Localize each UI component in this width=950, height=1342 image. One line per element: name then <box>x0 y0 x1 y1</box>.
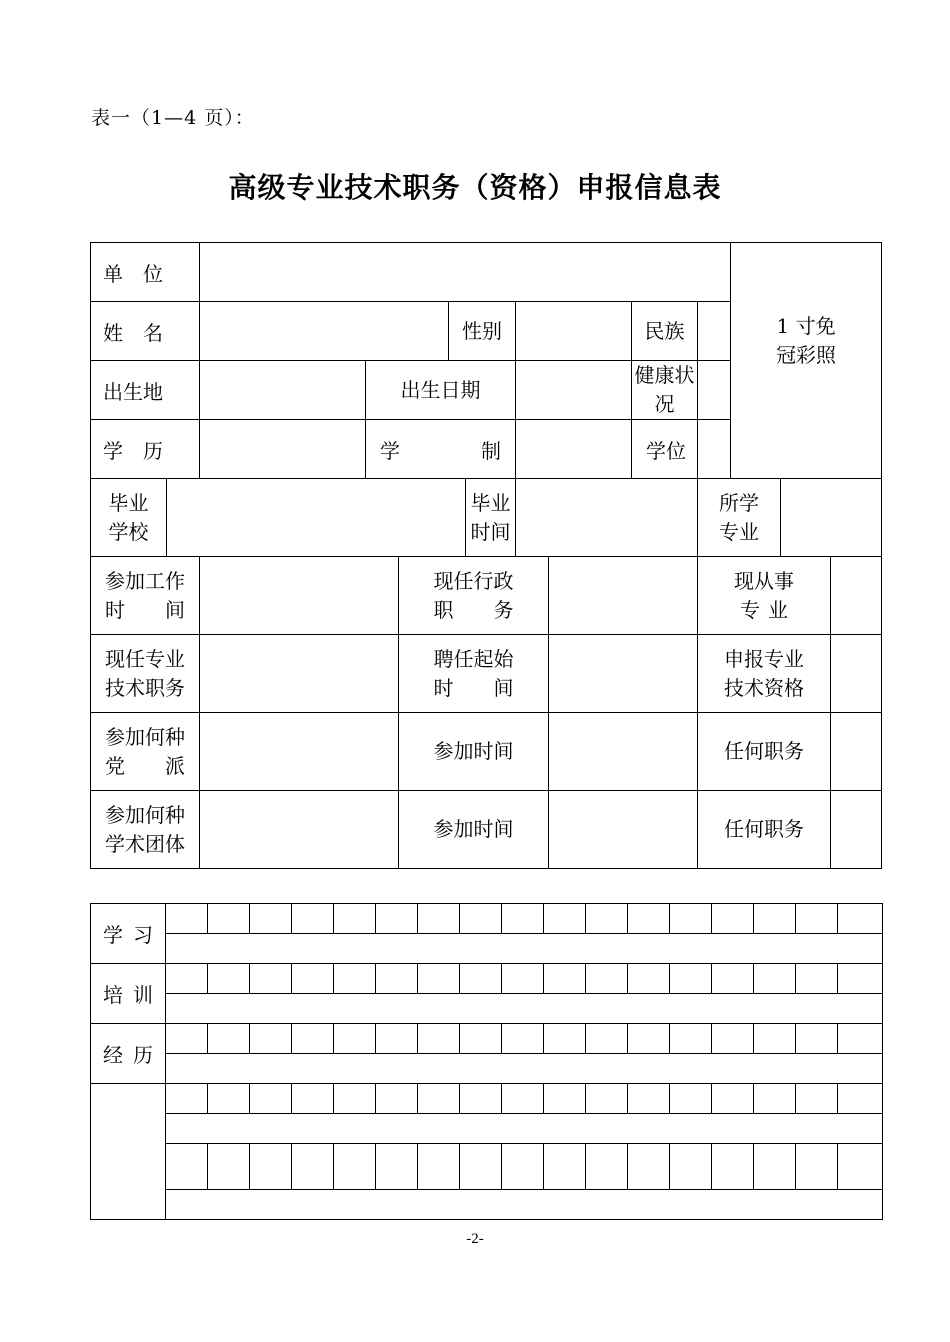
experience-grid-cell[interactable] <box>334 1024 376 1054</box>
experience-grid-cell[interactable] <box>250 1144 292 1190</box>
birth-date-field[interactable] <box>516 361 632 420</box>
experience-grid-cell[interactable] <box>460 1024 502 1054</box>
photo-label-line1: 1 寸免 <box>776 313 836 338</box>
health-label: 健康状况 <box>632 361 698 420</box>
experience-grid-cell[interactable] <box>628 904 670 934</box>
experience-grid-cell[interactable] <box>376 1144 418 1190</box>
unit-label: 单 位 <box>91 243 200 302</box>
appoint-start-label: 聘任起始 时 间 <box>399 635 549 713</box>
experience-grid-cell[interactable] <box>208 1024 250 1054</box>
experience-grid-cell[interactable] <box>796 964 838 994</box>
page-number: -2- <box>466 1231 484 1247</box>
experience-grid-cell[interactable] <box>838 1024 883 1054</box>
experience-row <box>91 1084 883 1114</box>
experience-side-blank <box>91 1084 166 1220</box>
grad-school-field[interactable] <box>167 479 466 557</box>
work-start-label: 参加工作 时 间 <box>91 557 200 635</box>
party-join-time-label: 参加时间 <box>399 713 549 791</box>
experience-grid-cell[interactable] <box>712 1084 754 1114</box>
experience-grid-cell[interactable] <box>796 904 838 934</box>
experience-grid-cell[interactable] <box>166 964 208 994</box>
experience-side-label: 学习 <box>91 904 166 964</box>
experience-side-label: 经历 <box>91 1024 166 1084</box>
experience-line-cell[interactable] <box>166 994 883 1024</box>
experience-grid-cell[interactable] <box>292 904 334 934</box>
experience-grid-cell[interactable] <box>754 1024 796 1054</box>
birthplace-field[interactable] <box>200 361 366 420</box>
academic-position-field[interactable] <box>831 791 882 869</box>
experience-grid-cell[interactable] <box>586 964 628 994</box>
experience-row <box>91 934 883 964</box>
experience-grid-cell[interactable] <box>334 964 376 994</box>
admin-post-label: 现任行政 职 务 <box>399 557 549 635</box>
degree-label: 学 位 <box>632 420 698 479</box>
experience-grid-cell[interactable] <box>292 1144 334 1190</box>
ethnicity-field[interactable] <box>698 302 731 361</box>
current-field-field[interactable] <box>831 557 882 635</box>
experience-row <box>91 1114 883 1144</box>
experience-grid-cell[interactable] <box>796 1084 838 1114</box>
experience-row <box>91 964 883 994</box>
grad-time-field[interactable] <box>516 479 698 557</box>
party-join-time-field[interactable] <box>549 713 698 791</box>
experience-grid-cell[interactable] <box>628 1144 670 1190</box>
academic-position-label: 任何职务 <box>698 791 831 869</box>
experience-grid-cell[interactable] <box>250 904 292 934</box>
experience-grid-cell[interactable] <box>754 964 796 994</box>
grad-school-label: 毕业 学校 <box>91 479 167 557</box>
experience-grid-cell[interactable] <box>376 1084 418 1114</box>
experience-grid-cell[interactable] <box>334 1084 376 1114</box>
experience-row <box>91 1190 883 1220</box>
experience-line-cell[interactable] <box>166 1190 883 1220</box>
experience-grid-cell[interactable] <box>418 1144 460 1190</box>
education-label: 学 历 <box>91 420 200 479</box>
experience-grid-cell[interactable] <box>628 1084 670 1114</box>
apply-qual-label: 申报专业 技术资格 <box>698 635 831 713</box>
table-number-note: 表一（1—4 页）： <box>91 107 255 129</box>
experience-grid-cell[interactable] <box>208 1144 250 1190</box>
degree-field[interactable] <box>698 420 731 479</box>
grad-time-label: 毕业 时间 <box>466 479 516 557</box>
experience-grid-cell[interactable] <box>502 964 544 994</box>
experience-grid-cell[interactable] <box>166 1144 208 1190</box>
experience-grid-cell[interactable] <box>250 964 292 994</box>
gender-field[interactable] <box>516 302 632 361</box>
experience-grid-cell[interactable] <box>334 1144 376 1190</box>
experience-grid-cell[interactable] <box>796 1024 838 1054</box>
experience-grid-cell[interactable] <box>712 1024 754 1054</box>
experience-row <box>91 1054 883 1084</box>
experience-row <box>91 994 883 1024</box>
academic-field[interactable] <box>200 791 399 869</box>
appoint-start-field[interactable] <box>549 635 698 713</box>
experience-grid-cell[interactable] <box>376 1024 418 1054</box>
experience-grid-cell[interactable] <box>712 904 754 934</box>
major-label: 所学 专业 <box>698 479 781 557</box>
name-field[interactable] <box>200 302 449 361</box>
experience-grid-cell[interactable] <box>796 1144 838 1190</box>
experience-grid-cell[interactable] <box>838 904 883 934</box>
ethnicity-label: 民族 <box>632 302 698 361</box>
experience-grid-cell[interactable] <box>334 904 376 934</box>
experience-grid-cell[interactable] <box>418 904 460 934</box>
schooling-label: 学 制 <box>366 420 516 479</box>
current-field-label: 现从事 专 业 <box>698 557 831 635</box>
academic-label: 参加何种 学术团体 <box>91 791 200 869</box>
work-start-field[interactable] <box>200 557 399 635</box>
experience-grid-cell[interactable] <box>418 1024 460 1054</box>
experience-grid-cell[interactable] <box>208 904 250 934</box>
study-training-experience-table <box>90 903 883 1220</box>
experience-side-label: 培训 <box>91 964 166 1024</box>
photo-box[interactable] <box>731 243 882 479</box>
academic-join-time-label: 参加时间 <box>399 791 549 869</box>
experience-grid-cell[interactable] <box>670 1024 712 1054</box>
experience-grid-cell[interactable] <box>670 964 712 994</box>
experience-grid-cell[interactable] <box>628 1024 670 1054</box>
birth-date-label: 出生日期 <box>366 361 516 420</box>
experience-grid-cell[interactable] <box>502 904 544 934</box>
experience-grid-cell[interactable] <box>292 1084 334 1114</box>
experience-grid-cell[interactable] <box>460 1144 502 1190</box>
experience-grid-cell[interactable] <box>712 964 754 994</box>
experience-row <box>91 1144 883 1190</box>
experience-grid-cell[interactable] <box>586 1084 628 1114</box>
application-info-table <box>90 242 882 869</box>
experience-grid-cell[interactable] <box>502 1144 544 1190</box>
name-label: 姓 名 <box>91 302 200 361</box>
experience-grid-cell[interactable] <box>670 1144 712 1190</box>
experience-grid-cell[interactable] <box>586 1024 628 1054</box>
gender-label: 性别 <box>449 302 516 361</box>
experience-grid-cell[interactable] <box>754 1144 796 1190</box>
experience-row <box>91 1024 883 1054</box>
unit-field[interactable] <box>200 243 731 302</box>
experience-grid-cell[interactable] <box>838 1144 883 1190</box>
experience-grid-cell[interactable] <box>544 904 586 934</box>
experience-grid-cell[interactable] <box>208 1084 250 1114</box>
apply-qual-field[interactable] <box>831 635 882 713</box>
experience-grid-cell[interactable] <box>460 904 502 934</box>
experience-grid-cell[interactable] <box>628 964 670 994</box>
experience-grid-cell[interactable] <box>166 1024 208 1054</box>
experience-grid-cell[interactable] <box>544 964 586 994</box>
experience-grid-cell[interactable] <box>250 1084 292 1114</box>
experience-grid-cell[interactable] <box>418 964 460 994</box>
party-field[interactable] <box>200 713 399 791</box>
experience-grid-cell[interactable] <box>712 1144 754 1190</box>
experience-grid-cell[interactable] <box>754 1084 796 1114</box>
academic-join-time-field[interactable] <box>549 791 698 869</box>
health-field[interactable] <box>698 361 731 420</box>
major-field[interactable] <box>781 479 882 557</box>
party-position-label: 任何职务 <box>698 713 831 791</box>
experience-grid-cell[interactable] <box>166 904 208 934</box>
experience-grid-cell[interactable] <box>838 1084 883 1114</box>
photo-label-line2: 冠彩照 <box>776 342 837 367</box>
experience-grid-cell[interactable] <box>754 904 796 934</box>
experience-grid-cell[interactable] <box>292 964 334 994</box>
experience-grid-cell[interactable] <box>544 1024 586 1054</box>
party-label: 参加何种 党 派 <box>91 713 200 791</box>
birthplace-label: 出生地 <box>91 361 200 420</box>
education-field[interactable] <box>200 420 366 479</box>
experience-grid-cell[interactable] <box>544 1084 586 1114</box>
tech-post-field[interactable] <box>200 635 399 713</box>
experience-grid-cell[interactable] <box>418 1084 460 1114</box>
form-title: 高级专业技术职务（资格）申报信息表 <box>228 171 722 204</box>
experience-line-cell[interactable] <box>166 1054 883 1084</box>
experience-grid-cell[interactable] <box>166 1084 208 1114</box>
experience-grid-cell[interactable] <box>292 1024 334 1054</box>
experience-grid-cell[interactable] <box>670 904 712 934</box>
experience-line-cell[interactable] <box>166 934 883 964</box>
tech-post-label: 现任专业 技术职务 <box>91 635 200 713</box>
experience-grid-cell[interactable] <box>460 964 502 994</box>
experience-grid-cell[interactable] <box>502 1084 544 1114</box>
experience-grid-cell[interactable] <box>502 1024 544 1054</box>
experience-grid-cell[interactable] <box>250 1024 292 1054</box>
experience-row <box>91 904 883 934</box>
experience-grid-cell[interactable] <box>460 1084 502 1114</box>
party-position-field[interactable] <box>831 713 882 791</box>
experience-line-cell[interactable] <box>166 1114 883 1144</box>
experience-grid-cell[interactable] <box>544 1144 586 1190</box>
admin-post-field[interactable] <box>549 557 698 635</box>
schooling-field[interactable] <box>516 420 632 479</box>
experience-grid-cell[interactable] <box>586 904 628 934</box>
experience-grid-cell[interactable] <box>376 964 418 994</box>
experience-grid-cell[interactable] <box>670 1084 712 1114</box>
experience-grid-cell[interactable] <box>586 1144 628 1190</box>
experience-grid-cell[interactable] <box>376 904 418 934</box>
experience-grid-cell[interactable] <box>838 964 883 994</box>
experience-grid-cell[interactable] <box>208 964 250 994</box>
